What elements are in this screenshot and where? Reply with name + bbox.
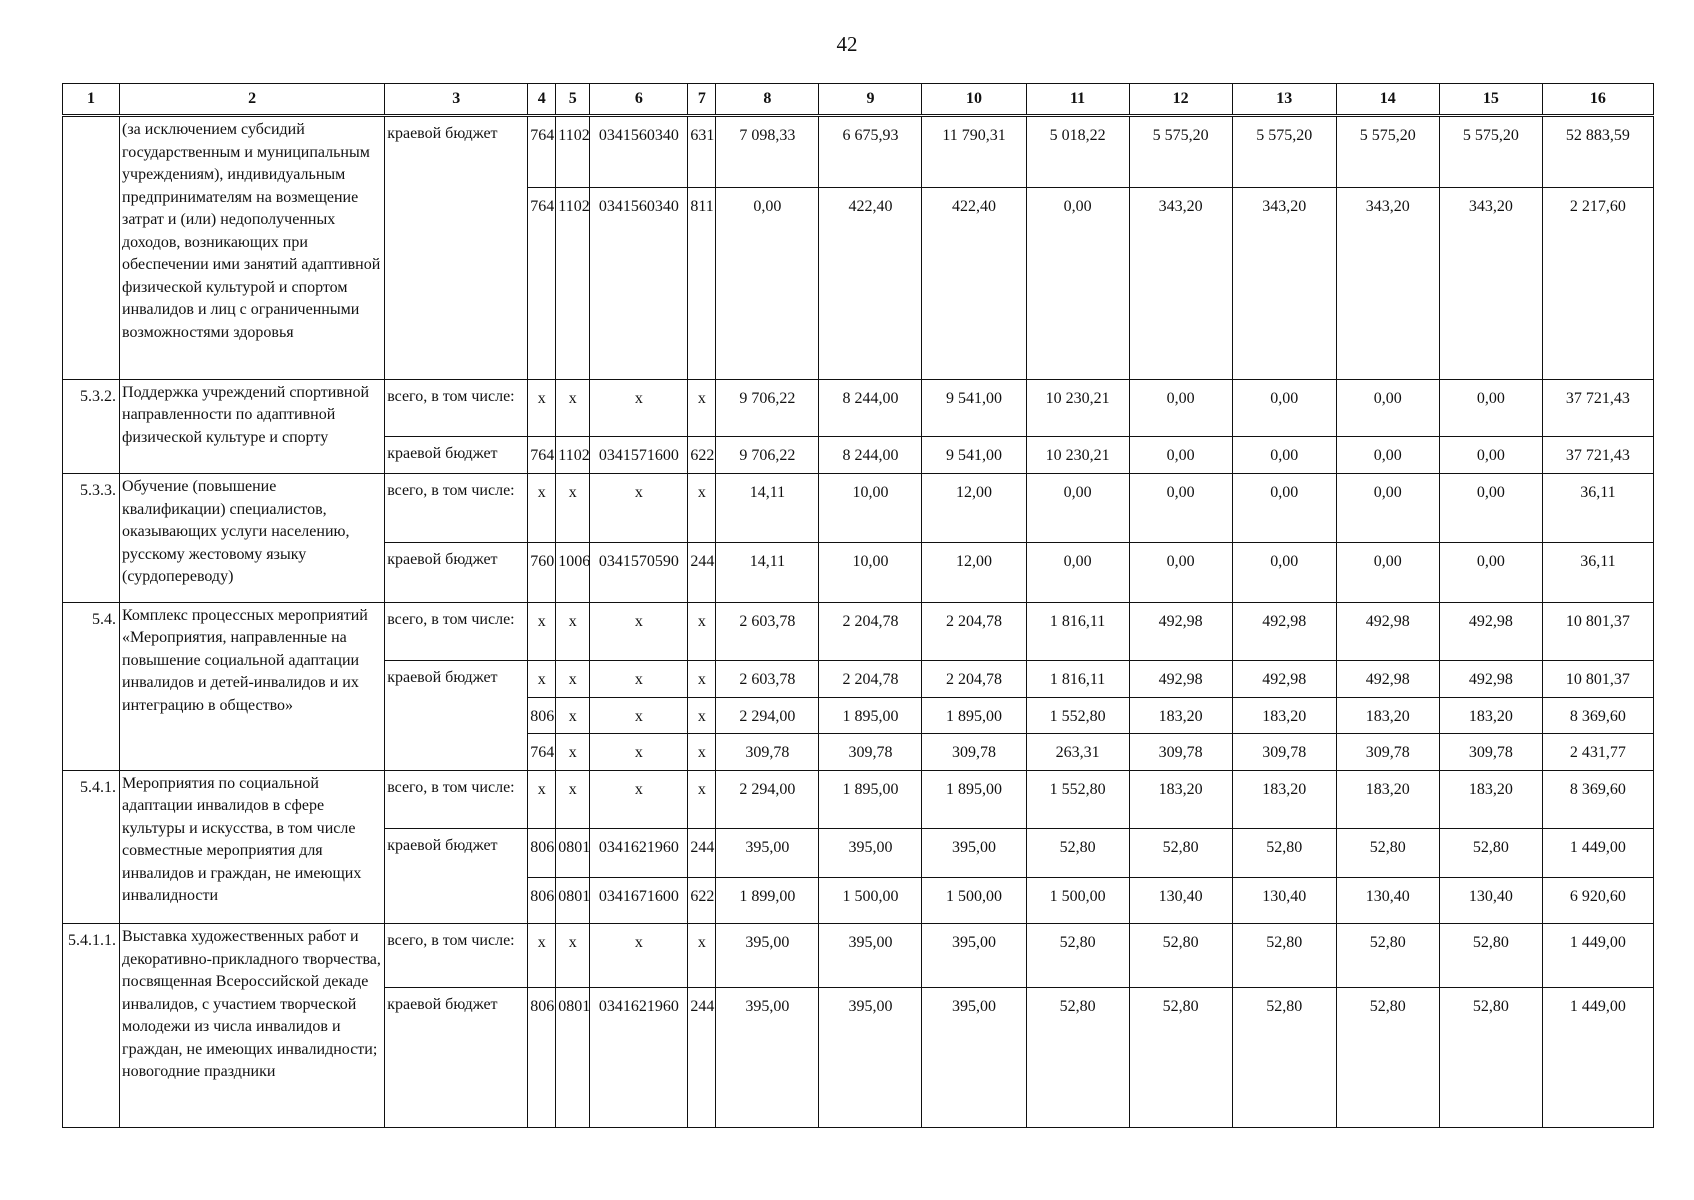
budget-code-c4: х bbox=[528, 379, 556, 436]
table-row bbox=[63, 474, 1654, 543]
year-amount: 395,00 bbox=[716, 924, 819, 988]
year-amount: 2 294,00 bbox=[716, 697, 819, 734]
budget-code-c7: 622 bbox=[688, 436, 716, 473]
year-amount: 10,00 bbox=[819, 542, 922, 602]
item-name: Обучение (повышение квалификации) специалистов, оказывающих услуги населению, русскому жестовому языку (сурдопереводу) bbox=[120, 474, 385, 603]
year-amount: 343,20 bbox=[1439, 188, 1542, 380]
year-amount: 52,80 bbox=[1336, 924, 1439, 988]
year-amount: 492,98 bbox=[1439, 660, 1542, 697]
page-number: 42 bbox=[836, 32, 858, 56]
year-amount: 492,98 bbox=[1336, 660, 1439, 697]
item-number: 5.4.1.1. bbox=[63, 924, 120, 1128]
year-amount: 2 204,78 bbox=[819, 660, 922, 697]
year-amount: 1 500,00 bbox=[922, 878, 1026, 924]
funding-source: краевой бюджет bbox=[385, 828, 528, 923]
total-amount: 37 721,43 bbox=[1542, 379, 1653, 436]
budget-code-c4: х bbox=[528, 602, 556, 660]
column-header: 14 bbox=[1336, 84, 1439, 116]
year-amount: 0,00 bbox=[1026, 542, 1129, 602]
budget-code-c5: 1102 bbox=[556, 188, 590, 380]
year-amount: 492,98 bbox=[1232, 660, 1336, 697]
budget-code-c4: 764 bbox=[528, 188, 556, 380]
year-amount: 52,80 bbox=[1026, 828, 1129, 877]
funding-source: краевой бюджет bbox=[385, 116, 528, 380]
budget-code-c7: 622 bbox=[688, 878, 716, 924]
budget-code-c4: х bbox=[528, 474, 556, 543]
year-amount: 492,98 bbox=[1129, 602, 1232, 660]
year-amount: 9 541,00 bbox=[922, 436, 1026, 473]
year-amount: 9 541,00 bbox=[922, 379, 1026, 436]
year-amount: 1 500,00 bbox=[1026, 878, 1129, 924]
total-amount: 1 449,00 bbox=[1542, 987, 1653, 1127]
year-amount: 52,80 bbox=[1129, 987, 1232, 1127]
year-amount: 1 816,11 bbox=[1026, 660, 1129, 697]
item-number: 5.3.2. bbox=[63, 379, 120, 473]
year-amount: 52,80 bbox=[1439, 987, 1542, 1127]
year-amount: 2 204,78 bbox=[922, 602, 1026, 660]
budget-code-c6: х bbox=[590, 474, 688, 543]
year-amount: 0,00 bbox=[1336, 542, 1439, 602]
year-amount: 183,20 bbox=[1129, 770, 1232, 828]
budget-code-c7: х bbox=[688, 697, 716, 734]
year-amount: 6 675,93 bbox=[819, 116, 922, 188]
year-amount: 395,00 bbox=[716, 828, 819, 877]
funding-source: краевой бюджет bbox=[385, 987, 528, 1127]
year-amount: 5 575,20 bbox=[1336, 116, 1439, 188]
year-amount: 0,00 bbox=[1439, 474, 1542, 543]
budget-code-c5: х bbox=[556, 474, 590, 543]
budget-code-c7: х bbox=[688, 474, 716, 543]
table-row bbox=[63, 116, 1654, 188]
funding-source: краевой бюджет bbox=[385, 436, 528, 473]
budget-code-c4: 806 bbox=[528, 878, 556, 924]
budget-code-c4: х bbox=[528, 924, 556, 988]
budget-code-c5: х bbox=[556, 379, 590, 436]
total-amount: 2 217,60 bbox=[1542, 188, 1653, 380]
column-header: 8 bbox=[716, 84, 819, 116]
year-amount: 2 294,00 bbox=[716, 770, 819, 828]
table-body bbox=[63, 116, 1654, 1128]
year-amount: 14,11 bbox=[716, 474, 819, 543]
year-amount: 395,00 bbox=[819, 828, 922, 877]
budget-code-c7: х bbox=[688, 734, 716, 771]
year-amount: 11 790,31 bbox=[922, 116, 1026, 188]
year-amount: 10,00 bbox=[819, 474, 922, 543]
year-amount: 130,40 bbox=[1129, 878, 1232, 924]
column-header: 9 bbox=[819, 84, 922, 116]
year-amount: 9 706,22 bbox=[716, 436, 819, 473]
year-amount: 183,20 bbox=[1336, 770, 1439, 828]
year-amount: 1 552,80 bbox=[1026, 770, 1129, 828]
budget-code-c6: х bbox=[590, 602, 688, 660]
column-header: 5 bbox=[556, 84, 590, 116]
column-header: 2 bbox=[120, 84, 385, 116]
year-amount: 422,40 bbox=[922, 188, 1026, 380]
year-amount: 183,20 bbox=[1232, 697, 1336, 734]
year-amount: 0,00 bbox=[1232, 436, 1336, 473]
funding-source: всего, в том числе: bbox=[385, 770, 528, 828]
budget-code-c7: х bbox=[688, 602, 716, 660]
year-amount: 9 706,22 bbox=[716, 379, 819, 436]
year-amount: 395,00 bbox=[819, 924, 922, 988]
year-amount: 10 230,21 bbox=[1026, 436, 1129, 473]
year-amount: 130,40 bbox=[1439, 878, 1542, 924]
year-amount: 8 244,00 bbox=[819, 436, 922, 473]
year-amount: 0,00 bbox=[1232, 379, 1336, 436]
year-amount: 0,00 bbox=[716, 188, 819, 380]
year-amount: 1 899,00 bbox=[716, 878, 819, 924]
year-amount: 1 895,00 bbox=[819, 770, 922, 828]
budget-code-c4: 764 bbox=[528, 436, 556, 473]
item-number: 5.3.3. bbox=[63, 474, 120, 603]
budget-code-c6: 0341621960 bbox=[590, 828, 688, 877]
year-amount: 52,80 bbox=[1336, 987, 1439, 1127]
year-amount: 12,00 bbox=[922, 542, 1026, 602]
budget-code-c6: х bbox=[590, 734, 688, 771]
item-number: 5.4. bbox=[63, 602, 120, 770]
year-amount: 422,40 bbox=[819, 188, 922, 380]
year-amount: 1 895,00 bbox=[819, 697, 922, 734]
column-header: 10 bbox=[922, 84, 1026, 116]
item-name: Мероприятия по социальной адаптации инвалидов в сфере культуры и искусства, в том числе совместные мероприятия для инвалидов и граждан, не имеющих инвалидности bbox=[120, 770, 385, 923]
year-amount: 343,20 bbox=[1232, 188, 1336, 380]
funding-source: всего, в том числе: bbox=[385, 602, 528, 660]
budget-code-c4: 806 bbox=[528, 987, 556, 1127]
table-row bbox=[63, 602, 1654, 660]
funding-source: всего, в том числе: bbox=[385, 924, 528, 988]
column-header: 12 bbox=[1129, 84, 1232, 116]
year-amount: 309,78 bbox=[922, 734, 1026, 771]
budget-code-c6: х bbox=[590, 924, 688, 988]
budget-code-c5: 0801 bbox=[556, 987, 590, 1127]
column-header: 7 bbox=[688, 84, 716, 116]
year-amount: 183,20 bbox=[1439, 770, 1542, 828]
year-amount: 7 098,33 bbox=[716, 116, 819, 188]
budget-code-c5: х bbox=[556, 770, 590, 828]
total-amount: 52 883,59 bbox=[1542, 116, 1653, 188]
budget-code-c7: 244 bbox=[688, 542, 716, 602]
budget-code-c5: х bbox=[556, 660, 590, 697]
budget-code-c5: х bbox=[556, 602, 590, 660]
year-amount: 1 895,00 bbox=[922, 770, 1026, 828]
year-amount: 0,00 bbox=[1026, 188, 1129, 380]
item-name: Поддержка учреждений спортивной направленности по адаптивной физической культуре и спорту bbox=[120, 379, 385, 473]
year-amount: 2 204,78 bbox=[819, 602, 922, 660]
year-amount: 1 552,80 bbox=[1026, 697, 1129, 734]
budget-code-c4: х bbox=[528, 770, 556, 828]
year-amount: 309,78 bbox=[716, 734, 819, 771]
year-amount: 309,78 bbox=[819, 734, 922, 771]
year-amount: 10 230,21 bbox=[1026, 379, 1129, 436]
budget-code-c6: х bbox=[590, 660, 688, 697]
year-amount: 0,00 bbox=[1129, 474, 1232, 543]
budget-code-c6: 0341560340 bbox=[590, 188, 688, 380]
budget-code-c6: 0341671600 bbox=[590, 878, 688, 924]
year-amount: 12,00 bbox=[922, 474, 1026, 543]
year-amount: 0,00 bbox=[1336, 379, 1439, 436]
year-amount: 0,00 bbox=[1129, 436, 1232, 473]
item-number: 5.4.1. bbox=[63, 770, 120, 923]
table-row bbox=[63, 379, 1654, 436]
column-header: 4 bbox=[528, 84, 556, 116]
budget-code-c6: х bbox=[590, 697, 688, 734]
year-amount: 492,98 bbox=[1129, 660, 1232, 697]
year-amount: 309,78 bbox=[1439, 734, 1542, 771]
budget-code-c5: 1102 bbox=[556, 116, 590, 188]
year-amount: 1 816,11 bbox=[1026, 602, 1129, 660]
table-header bbox=[63, 84, 1654, 116]
item-name: Выставка художественных работ и декоративно-прикладного творчества, посвященная Всероссийской декаде инвалидов, с участием творческой молодежи из числа инвалидов и граждан, не имеющих инвалидности; новогодние праздники bbox=[120, 924, 385, 1128]
budget-code-c5: 0801 bbox=[556, 878, 590, 924]
total-amount: 8 369,60 bbox=[1542, 697, 1653, 734]
budget-code-c7: 244 bbox=[688, 828, 716, 877]
budget-code-c7: х bbox=[688, 379, 716, 436]
budget-code-c4: 760 bbox=[528, 542, 556, 602]
total-amount: 1 449,00 bbox=[1542, 924, 1653, 988]
budget-code-c6: 0341560340 bbox=[590, 116, 688, 188]
total-amount: 10 801,37 bbox=[1542, 602, 1653, 660]
year-amount: 1 500,00 bbox=[819, 878, 922, 924]
year-amount: 14,11 bbox=[716, 542, 819, 602]
year-amount: 309,78 bbox=[1129, 734, 1232, 771]
year-amount: 2 603,78 bbox=[716, 660, 819, 697]
budget-code-c6: 0341621960 bbox=[590, 987, 688, 1127]
year-amount: 183,20 bbox=[1129, 697, 1232, 734]
year-amount: 0,00 bbox=[1439, 542, 1542, 602]
funding-source: краевой бюджет bbox=[385, 660, 528, 770]
budget-code-c7: х bbox=[688, 660, 716, 697]
year-amount: 52,80 bbox=[1232, 987, 1336, 1127]
total-amount: 8 369,60 bbox=[1542, 770, 1653, 828]
year-amount: 343,20 bbox=[1129, 188, 1232, 380]
budget-code-c4: 764 bbox=[528, 734, 556, 771]
year-amount: 183,20 bbox=[1232, 770, 1336, 828]
column-header: 13 bbox=[1232, 84, 1336, 116]
item-name: (за исключением субсидий государственным и муниципальным учреждениям), индивидуальным предпринимателям на возмещение затрат и (или) недополученных доходов, возникающих при обеспечении ими занятий адаптивной физической культурой и спортом инвалидов и лиц с ограниченными возможностями здоровья bbox=[120, 116, 385, 380]
year-amount: 8 244,00 bbox=[819, 379, 922, 436]
table-row bbox=[63, 924, 1654, 988]
year-amount: 0,00 bbox=[1439, 436, 1542, 473]
year-amount: 395,00 bbox=[922, 987, 1026, 1127]
year-amount: 0,00 bbox=[1232, 474, 1336, 543]
year-amount: 0,00 bbox=[1439, 379, 1542, 436]
year-amount: 0,00 bbox=[1129, 542, 1232, 602]
budget-code-c5: х bbox=[556, 924, 590, 988]
funding-source: всего, в том числе: bbox=[385, 474, 528, 543]
budget-code-c6: 0341570590 bbox=[590, 542, 688, 602]
year-amount: 0,00 bbox=[1232, 542, 1336, 602]
year-amount: 5 575,20 bbox=[1232, 116, 1336, 188]
year-amount: 5 575,20 bbox=[1129, 116, 1232, 188]
budget-code-c7: х bbox=[688, 924, 716, 988]
year-amount: 52,80 bbox=[1129, 924, 1232, 988]
budget-code-c6: 0341571600 bbox=[590, 436, 688, 473]
total-amount: 36,11 bbox=[1542, 542, 1653, 602]
year-amount: 395,00 bbox=[819, 987, 922, 1127]
budget-code-c5: х bbox=[556, 697, 590, 734]
year-amount: 52,80 bbox=[1232, 828, 1336, 877]
budget-code-c7: 244 bbox=[688, 987, 716, 1127]
budget-code-c7: х bbox=[688, 770, 716, 828]
budget-code-c6: х bbox=[590, 379, 688, 436]
year-amount: 183,20 bbox=[1439, 697, 1542, 734]
column-header: 16 bbox=[1542, 84, 1653, 116]
year-amount: 309,78 bbox=[1336, 734, 1439, 771]
year-amount: 0,00 bbox=[1336, 436, 1439, 473]
year-amount: 52,80 bbox=[1026, 924, 1129, 988]
budget-table bbox=[62, 83, 1654, 1128]
year-amount: 2 204,78 bbox=[922, 660, 1026, 697]
year-amount: 2 603,78 bbox=[716, 602, 819, 660]
funding-source: всего, в том числе: bbox=[385, 379, 528, 436]
year-amount: 130,40 bbox=[1336, 878, 1439, 924]
year-amount: 0,00 bbox=[1129, 379, 1232, 436]
column-header: 15 bbox=[1439, 84, 1542, 116]
year-amount: 52,80 bbox=[1439, 924, 1542, 988]
budget-code-c5: 1006 bbox=[556, 542, 590, 602]
year-amount: 395,00 bbox=[922, 924, 1026, 988]
column-header: 6 bbox=[590, 84, 688, 116]
year-amount: 263,31 bbox=[1026, 734, 1129, 771]
year-amount: 52,80 bbox=[1129, 828, 1232, 877]
budget-code-c4: 806 bbox=[528, 828, 556, 877]
year-amount: 309,78 bbox=[1232, 734, 1336, 771]
total-amount: 36,11 bbox=[1542, 474, 1653, 543]
year-amount: 52,80 bbox=[1439, 828, 1542, 877]
total-amount: 6 920,60 bbox=[1542, 878, 1653, 924]
budget-code-c4: 806 bbox=[528, 697, 556, 734]
budget-code-c7: 631 bbox=[688, 116, 716, 188]
year-amount: 0,00 bbox=[1336, 474, 1439, 543]
table-row bbox=[63, 770, 1654, 828]
year-amount: 492,98 bbox=[1336, 602, 1439, 660]
budget-code-c5: 1102 bbox=[556, 436, 590, 473]
budget-code-c7: 811 bbox=[688, 188, 716, 380]
funding-source: краевой бюджет bbox=[385, 542, 528, 602]
column-header: 1 bbox=[63, 84, 120, 116]
budget-code-c6: х bbox=[590, 770, 688, 828]
year-amount: 183,20 bbox=[1336, 697, 1439, 734]
year-amount: 5 575,20 bbox=[1439, 116, 1542, 188]
item-name: Комплекс процессных мероприятий «Мероприятия, направленные на повышение социальной адаптации инвалидов и детей-инвалидов и их интеграцию в общество» bbox=[120, 602, 385, 770]
year-amount: 52,80 bbox=[1232, 924, 1336, 988]
year-amount: 130,40 bbox=[1232, 878, 1336, 924]
year-amount: 5 018,22 bbox=[1026, 116, 1129, 188]
total-amount: 2 431,77 bbox=[1542, 734, 1653, 771]
budget-code-c4: 764 bbox=[528, 116, 556, 188]
item-number bbox=[63, 116, 120, 380]
year-amount: 395,00 bbox=[922, 828, 1026, 877]
budget-code-c5: х bbox=[556, 734, 590, 771]
budget-code-c4: х bbox=[528, 660, 556, 697]
year-amount: 492,98 bbox=[1232, 602, 1336, 660]
year-amount: 492,98 bbox=[1439, 602, 1542, 660]
total-amount: 10 801,37 bbox=[1542, 660, 1653, 697]
year-amount: 52,80 bbox=[1026, 987, 1129, 1127]
year-amount: 343,20 bbox=[1336, 188, 1439, 380]
year-amount: 52,80 bbox=[1336, 828, 1439, 877]
column-header: 3 bbox=[385, 84, 528, 116]
year-amount: 395,00 bbox=[716, 987, 819, 1127]
year-amount: 0,00 bbox=[1026, 474, 1129, 543]
year-amount: 1 895,00 bbox=[922, 697, 1026, 734]
budget-code-c5: 0801 bbox=[556, 828, 590, 877]
total-amount: 37 721,43 bbox=[1542, 436, 1653, 473]
column-header: 11 bbox=[1026, 84, 1129, 116]
total-amount: 1 449,00 bbox=[1542, 828, 1653, 877]
